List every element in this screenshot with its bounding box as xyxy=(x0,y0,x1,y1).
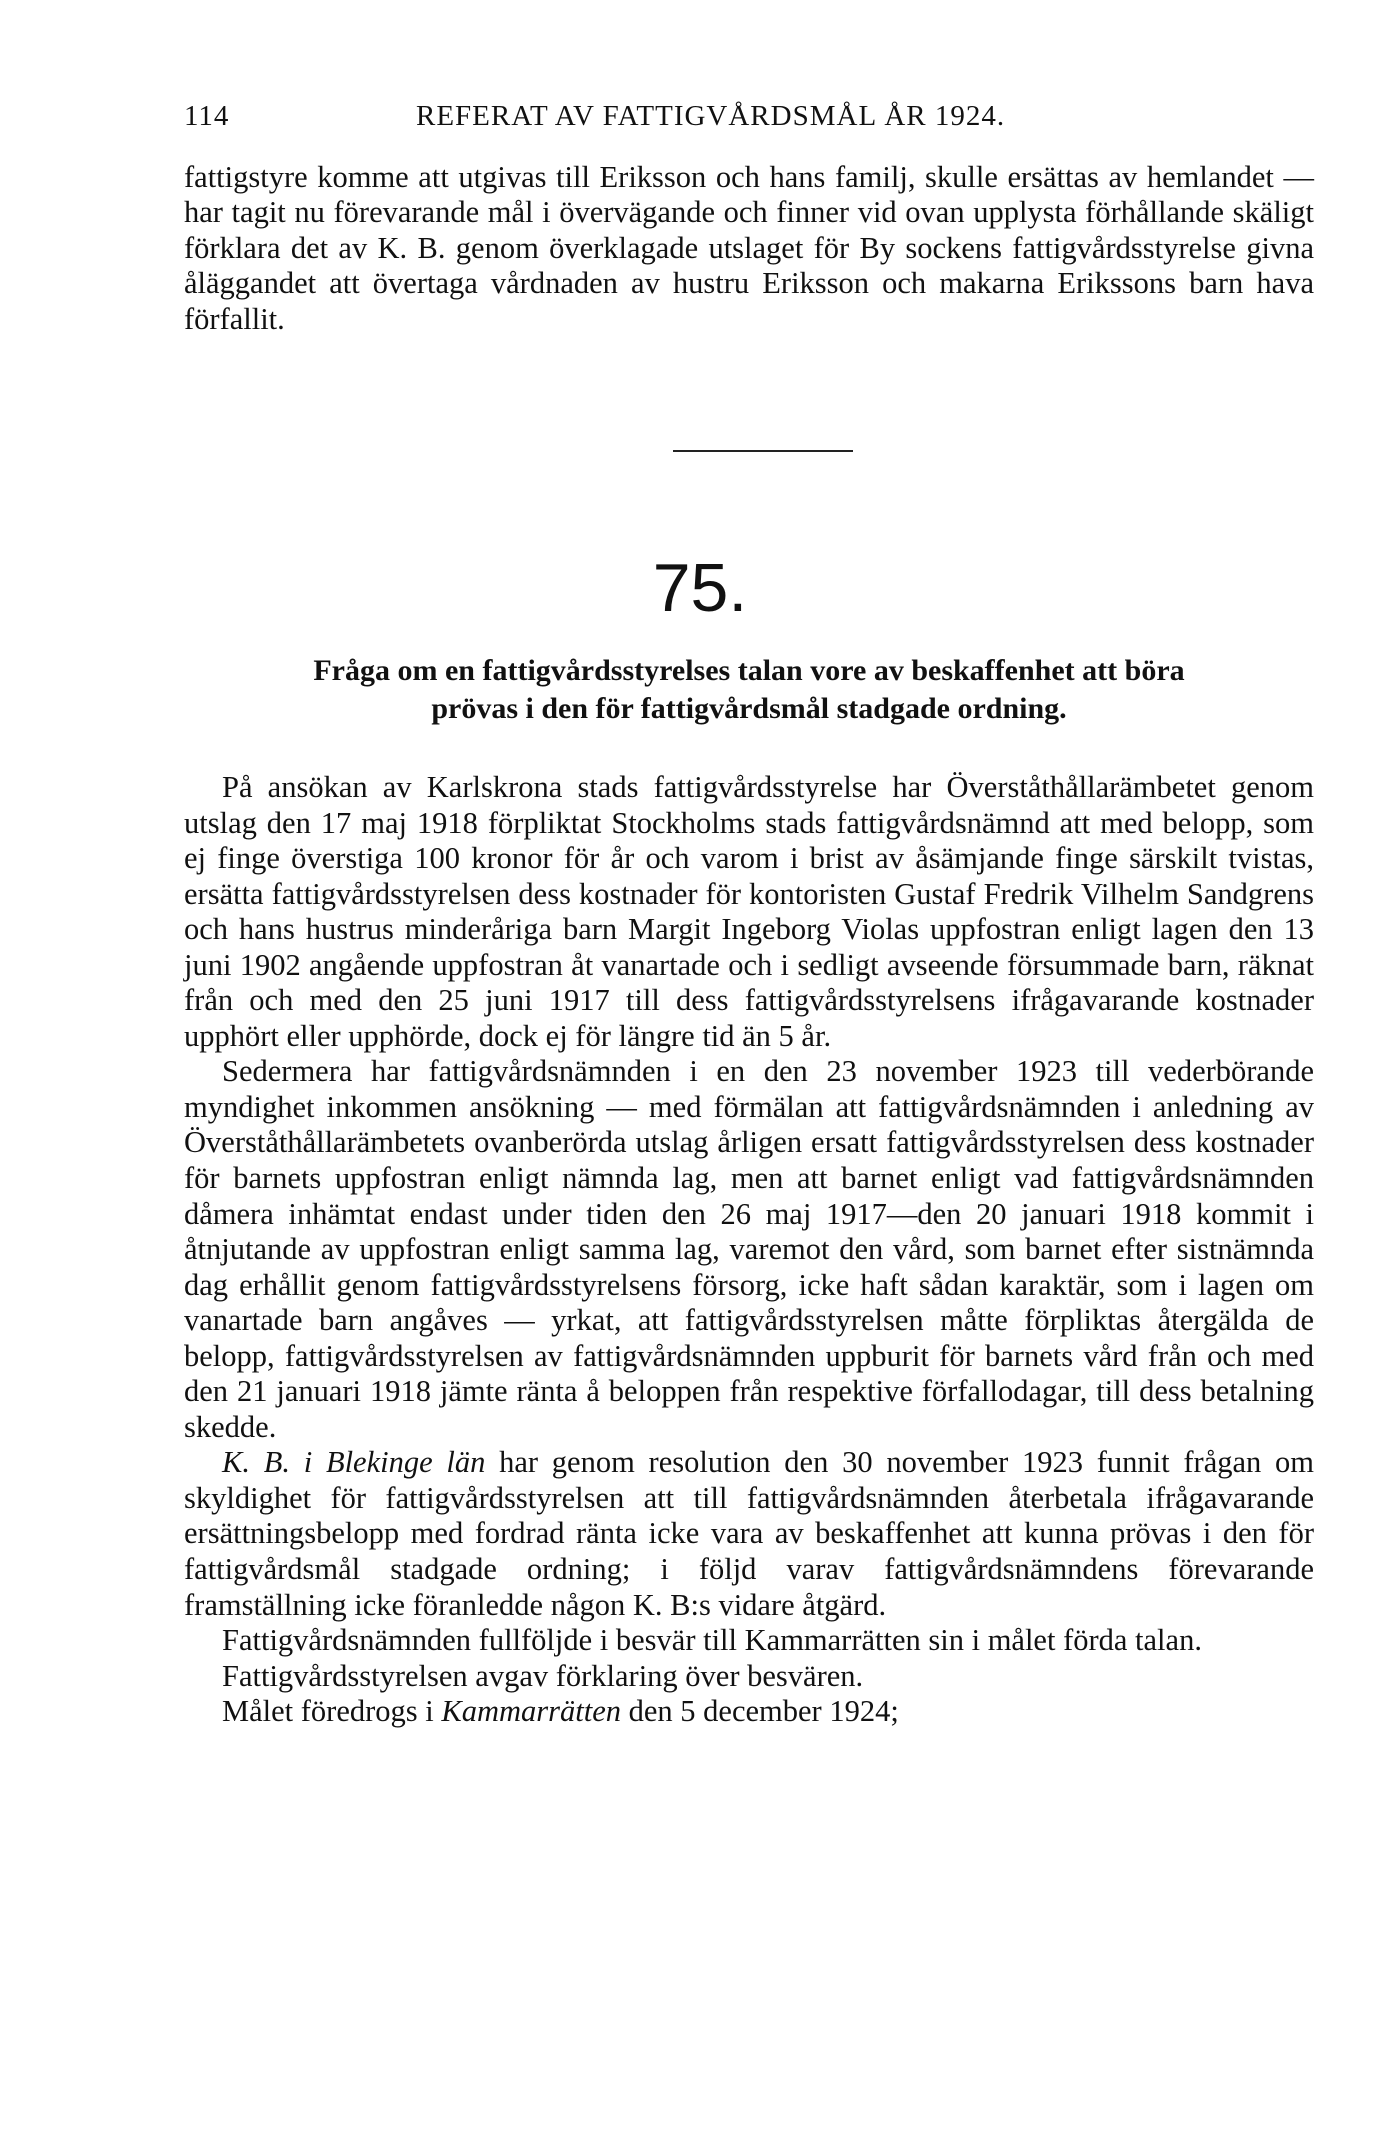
authority-name: K. B. i Blekinge län xyxy=(222,1445,486,1480)
continuation-text xyxy=(184,160,1314,337)
case-heading-line-2: prövas i den för fattigvårdsmål stadgade ordning. xyxy=(431,692,1067,725)
continuation-paragraph: fattigstyre komme att utgivas till Eriksson och hans familj, skulle ersättas av hemlandet — har tagit nu förevarande mål i övervägande och finner vid ovan upplysta förhållande skäligt förklara det av K. B. genom överklagade utslaget för By sockens fattigvårdsstyrelse givna åläggandet att övertaga vårdnaden av hustru Eriksson och makarna Erikssons barn hava förfallit. xyxy=(184,160,1314,336)
case-body xyxy=(184,770,1314,1730)
paragraph-resolution xyxy=(184,1445,1314,1623)
case-heading xyxy=(184,652,1314,728)
paragraph-application: På ansökan av Karlskrona stads fattigvårdsstyrelse har Överståthållarämbetet genom utslag den 17 maj 1918 förpliktat Stockholms stads fattigvårdsnämnd att med belopp, som ej finge överstiga 100 kronor för år och varom i brist av åsämjande finge särskilt tvistas, ersätta fattigvårdsstyrelsen dess kostnader för kontoristen Gustaf Fredrik Vilhelm Sandgrens och hans hustrus minderåriga barn Margit Ingeborg Violas uppfostran enligt lagen den 13 juni 1902 angående uppfostran åt vanartade och i sedligt avseende försummade barn, räknat från och med den 25 juni 1917 till dess fattigvårdsstyrelsens ifrågavarande kostnader upphört eller upphörde, dock ej för längre tid än 5 år. xyxy=(184,770,1314,1053)
paragraph-response: Fattigvårdsstyrelsen avgav förklaring över besvären. xyxy=(222,1658,864,1693)
resolution-text: har genom resolution den 30 november 1923 funnit frågan om skyldighet för fattigvårdsstyrelsen att till fattigvårdsnämnden återbetala ifrågavarande ersättningsbelopp med fordrad ränta icke vara av beskaffenhet att kunna prövas i den för fattigvårdsmål stadgade ordning; i följd varav fattigvårdsnämndens förevarande framställning icke föranledde någon K. B:s vidare åtgärd. xyxy=(184,1445,1314,1622)
section-divider xyxy=(673,450,853,452)
court-name: Kammarrätten xyxy=(441,1694,621,1729)
paragraph-petition: Sedermera har fattigvårdsnämnden i en den 23 november 1923 till vederbörande myndighet inkommen ansökning — med förmälan att fattigvårdsnämnden i anledning av Överståthållarämbetets ovanberörda utslag årligen ersatt fattigvårdsstyrelsen dess kostnader för barnets uppfostran enligt nämnda lag, men att barnet enligt vad fattigvårdsnämnden dåmera inhämtat endast under tiden den 26 maj 1917—den 20 januari 1918 kommit i åtnjutande av uppfostran enligt samma lag, varemot den vård, som barnet efter sistnämnda dag erhållit genom fattigvårdsstyrelsens försorg, icke haft sådan karaktär, som i lagen om vanartade barn angåves — yrkat, att fattigvårdsstyrelsen måtte förpliktas återgälda de belopp, fattigvårdsstyrelsen av fattigvårdsnämnden uppburit för barnets vård från och med den 21 januari 1918 jämte ränta å beloppen från respektive förfallodagar, till dess betalning skedde. xyxy=(184,1054,1314,1444)
paragraph-appeal: Fattigvårdsnämnden fullföljde i besvär till Kammarrätten sin i målet förda talan. xyxy=(222,1623,1202,1658)
page-number: 114 xyxy=(184,100,230,132)
paragraph-hearing xyxy=(184,1694,1314,1730)
running-title: REFERAT AV FATTIGVÅRDSMÅL ÅR 1924. xyxy=(416,100,1006,132)
hearing-text-b: den 5 december 1924; xyxy=(621,1694,899,1729)
case-heading-line-1: Fråga om en fattigvårdsstyrelses talan vore av beskaffenhet att böra xyxy=(313,654,1185,687)
case-number: 75. xyxy=(652,550,748,626)
hearing-text-a: Målet föredrogs i xyxy=(222,1694,442,1729)
page-header xyxy=(184,100,1144,144)
